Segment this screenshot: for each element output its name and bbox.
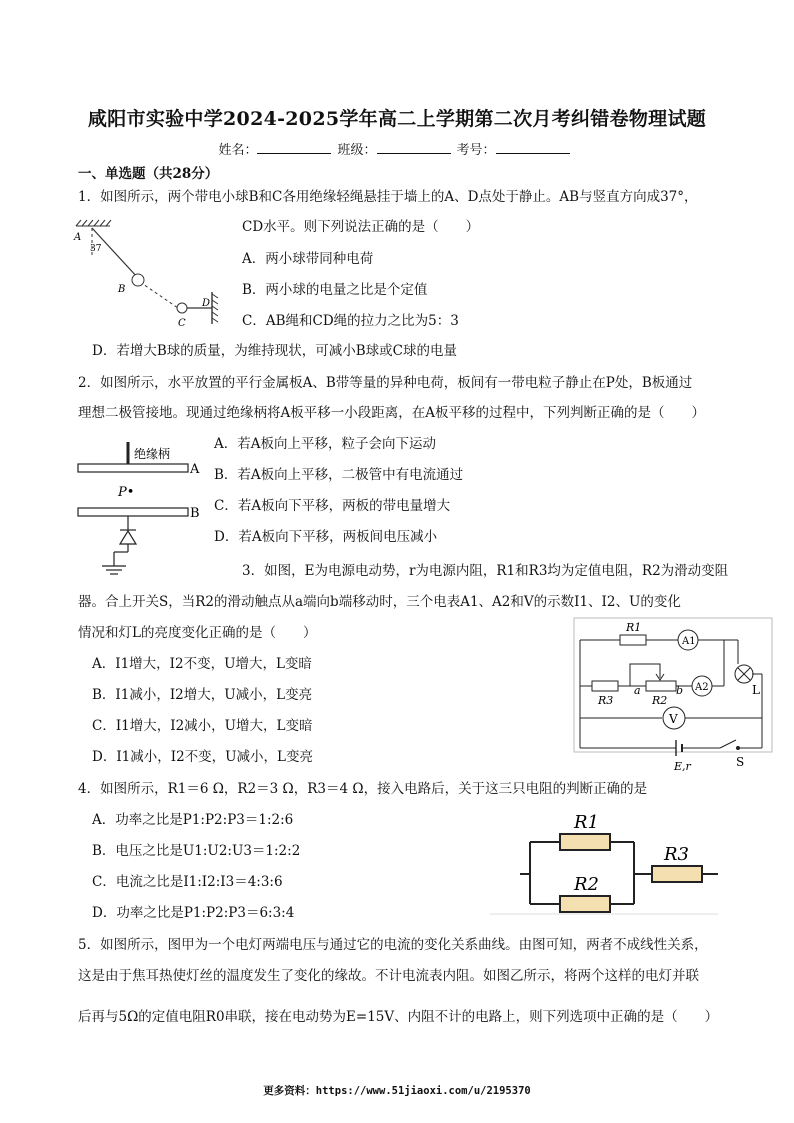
q3-stem-line2: 器。合上开关S，当R2的滑动触点从a端向b端移动时，三个电表A1、A2和V的示数I1、I2、U的变化 <box>78 594 681 610</box>
q1-fig-label-d: D <box>202 298 211 309</box>
q1-fig-angle: 37 <box>90 244 102 254</box>
q4-option-d: D．功率之比是P1:P2:P3＝6:3:4 <box>92 905 295 921</box>
q2-stem-line2: 理想二极管接地。现通过绝缘柄将A板平移一小段距离，在A板平移的过程中，下列判断正确的是（ ） <box>78 405 705 421</box>
page-title: 咸阳市实验中学2024-2025学年高二上学期第二次月考纠错卷物理试题 <box>87 108 707 130</box>
name-field[interactable] <box>257 141 331 154</box>
q4-fig-r3: R3 <box>664 844 690 865</box>
q3-fig-a2: A2 <box>695 682 709 693</box>
q4-option-b: B．电压之比是U1:U2:U3＝1:2:2 <box>92 843 301 859</box>
q1-stem-line2: CD水平。则下列说法正确的是（ ） <box>242 219 480 235</box>
footer-link[interactable]: 更多资料：https://www.51jiaoxi.com/u/2195370 <box>263 1085 531 1097</box>
q2-stem-line1: 2．如图所示，水平放置的平行金属板A、B带等量的异种电荷，板间有一带电粒子静止在P处，B板通过 <box>78 375 693 391</box>
class-field[interactable] <box>377 141 451 154</box>
q3-option-c: C．I1增大，I2减小，U增大，L变暗 <box>92 718 313 734</box>
q3-fig-s: S <box>736 755 745 769</box>
q1-option-c: C．AB绳和CD绳的拉力之比为5：3 <box>242 313 459 329</box>
class-label: 班级： <box>337 143 377 158</box>
q2-option-a: A．若A板向上平移，粒子会向下运动 <box>214 436 436 452</box>
q3-option-b: B．I1减小，I2增大，U减小，L变亮 <box>92 687 313 703</box>
q3-fig-a1: A1 <box>682 636 696 647</box>
q1-option-a: A．两小球带同种电荷 <box>242 251 374 267</box>
q5-stem-line2: 这是由于焦耳热使灯丝的温度发生了变化的缘故。不计电流表内阻。如图乙所示，将两个这样的电灯并联 <box>78 968 699 984</box>
name-label: 姓名： <box>218 143 258 158</box>
q3-fig-r3: R3 <box>598 694 614 707</box>
q1-option-b: B．两小球的电量之比是个定值 <box>242 282 428 298</box>
q4-stem: 4．如图所示，R1＝6 Ω，R2＝3 Ω，R3＝4 Ω，接入电路后，关于这三只电阻的判断正确的是 <box>78 781 648 797</box>
section-heading: 一、单选题（共28分） <box>78 166 219 182</box>
q2-option-c: C．若A板向下平移，两板的带电量增大 <box>214 498 451 514</box>
q4-fig-r2: R2 <box>574 874 600 895</box>
q1-option-d: D．若增大B球的质量，为维持现状，可减小B球或C球的电量 <box>92 343 457 359</box>
q3-fig-l: L <box>752 683 760 697</box>
q4-option-c: C．电流之比是I1:I2:I3＝4:3:6 <box>92 874 283 890</box>
q3-fig-b: b <box>676 684 684 697</box>
q2-figure <box>76 440 216 580</box>
q3-fig-a: a <box>634 684 641 697</box>
q4-circuit-figure <box>490 806 720 916</box>
q2-fig-label-b: B <box>190 506 200 521</box>
q2-fig-label-a: A <box>190 462 200 477</box>
q4-fig-r1: R1 <box>574 812 600 833</box>
q2-option-b: B．若A板向上平移，二极管中有电流通过 <box>214 467 464 483</box>
exam-no-field[interactable] <box>496 141 570 154</box>
q1-fig-label-c: C <box>178 318 186 329</box>
student-info <box>0 139 794 158</box>
q1-figure <box>70 220 240 335</box>
q3-option-d: D．I1减小，I2不变，U减小，L变亮 <box>92 749 314 765</box>
q3-stem-line1: 3．如图，E为电源电动势，r为电源内阻，R1和R3均为定值电阻，R2为滑动变阻 <box>242 563 729 579</box>
q2-option-d: D．若A板向下平移，两板间电压减小 <box>214 529 438 545</box>
q3-stem-line3: 情况和灯L的亮度变化正确的是（ ） <box>78 625 317 641</box>
q2-fig-handle-label: 绝缘柄 <box>134 447 171 461</box>
q5-stem-line1: 5．如图所示，图甲为一个电灯两端电压与通过它的电流的变化关系曲线。由图可知，两者不成线性关系， <box>78 937 708 953</box>
q1-fig-label-b: B <box>118 284 126 295</box>
q3-fig-r2: R2 <box>652 694 668 707</box>
q2-fig-label-p: P• <box>118 485 135 500</box>
q5-stem-line3: 后再与5Ω的定值电阻R0串联，接在电动势为E=15V、内阻不计的电路上，则下列选项中正确的是（ ） <box>78 1009 719 1025</box>
exam-no-label: 考号： <box>456 143 496 158</box>
q3-fig-v: V <box>669 712 678 726</box>
q1-fig-label-a: A <box>74 232 82 243</box>
q3-fig-er: E,r <box>674 760 691 773</box>
q3-fig-r1: R1 <box>626 621 642 634</box>
q3-circuit-figure <box>574 616 774 774</box>
q1-stem-line1: 1．如图所示，两个带电小球B和C各用绝缘轻绳悬挂于墙上的A、D点处于静止。AB与竖直方向成37°， <box>78 189 698 205</box>
q4-option-a: A．功率之比是P1:P2:P3＝1:2:6 <box>92 812 294 828</box>
q3-option-a: A．I1增大，I2不变，U增大，L变暗 <box>92 656 312 672</box>
